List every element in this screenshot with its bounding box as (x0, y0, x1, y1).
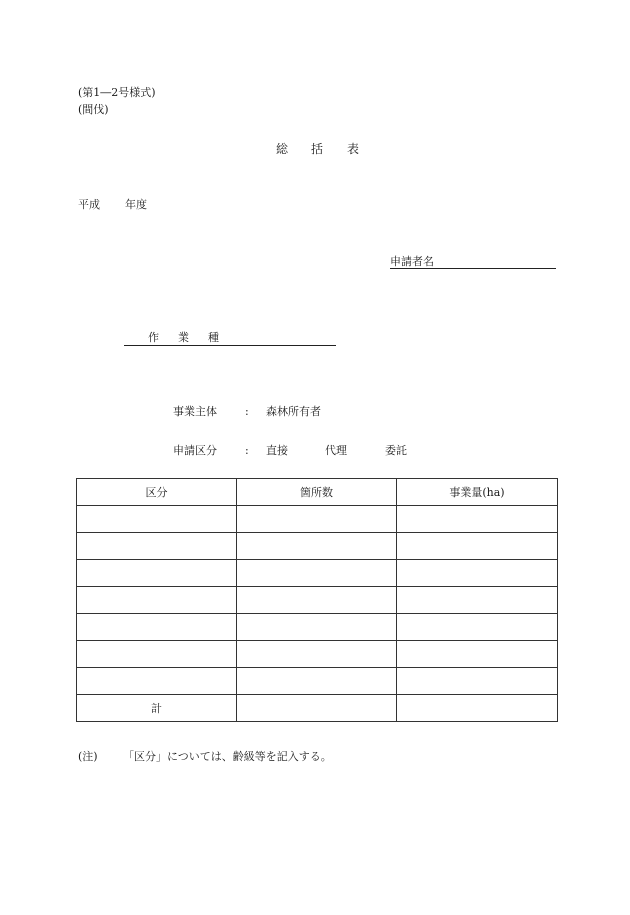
table-cell[interactable] (77, 506, 237, 533)
table-cell[interactable] (237, 614, 397, 641)
table-cell[interactable] (397, 668, 558, 695)
table-cell[interactable] (77, 614, 237, 641)
table-cell[interactable] (397, 614, 558, 641)
title-char-3: 表 (347, 142, 360, 156)
table-cell[interactable] (237, 506, 397, 533)
application-option-proxy[interactable]: 代理 (325, 444, 347, 457)
table-cell[interactable] (237, 587, 397, 614)
header-project-volume: 事業量(ha) (397, 479, 558, 506)
table-cell[interactable] (397, 641, 558, 668)
fiscal-year-label: 年度 (125, 198, 147, 211)
table-cell[interactable] (77, 668, 237, 695)
table-cell[interactable] (397, 533, 558, 560)
table-row (77, 560, 558, 587)
table-cell[interactable] (237, 641, 397, 668)
work-type-label-1: 作 (148, 331, 159, 344)
note-label: (注) (78, 750, 98, 763)
table-cell[interactable] (237, 560, 397, 587)
project-owner-separator: : (245, 405, 249, 418)
table-cell[interactable] (77, 560, 237, 587)
work-type-label-3: 種 (208, 331, 219, 344)
application-option-direct[interactable]: 直接 (266, 444, 288, 457)
table-row (77, 614, 558, 641)
table-cell[interactable] (77, 641, 237, 668)
table-cell[interactable] (397, 506, 558, 533)
applicant-underline (390, 268, 556, 269)
table-cell[interactable] (237, 533, 397, 560)
header-category: 区分 (77, 479, 237, 506)
table-cell[interactable] (397, 587, 558, 614)
fiscal-year-era: 平成 (78, 198, 100, 211)
title-char-2: 括 (311, 142, 324, 156)
table-header-row (77, 479, 558, 506)
form-number: (第1―2号様式) (78, 86, 156, 99)
title-char-1: 総 (276, 142, 289, 156)
header-location-count: 箇所数 (237, 479, 397, 506)
project-owner-label: 事業主体 (173, 405, 217, 418)
project-owner-value: 森林所有者 (266, 405, 321, 418)
application-type-label: 申請区分 (173, 444, 217, 457)
note-text: 「区分」については、齢級等を記入する。 (123, 750, 332, 763)
table-row (77, 668, 558, 695)
total-location-count[interactable] (237, 695, 397, 722)
table-row (77, 506, 558, 533)
total-project-volume[interactable] (397, 695, 558, 722)
summary-table (76, 478, 558, 722)
table-row (77, 587, 558, 614)
form-category: (間伐) (78, 103, 109, 116)
table-cell[interactable] (77, 533, 237, 560)
application-option-commission[interactable]: 委託 (385, 444, 407, 457)
work-type-label-2: 業 (178, 331, 189, 344)
table-row (77, 533, 558, 560)
total-label: 計 (77, 695, 237, 722)
table-total-row (77, 695, 558, 722)
work-type-underline (124, 345, 336, 346)
application-type-separator: : (245, 444, 249, 457)
table-cell[interactable] (77, 587, 237, 614)
table-cell[interactable] (397, 560, 558, 587)
table-row (77, 641, 558, 668)
applicant-label: 申請者名 (390, 255, 434, 268)
table-cell[interactable] (237, 668, 397, 695)
